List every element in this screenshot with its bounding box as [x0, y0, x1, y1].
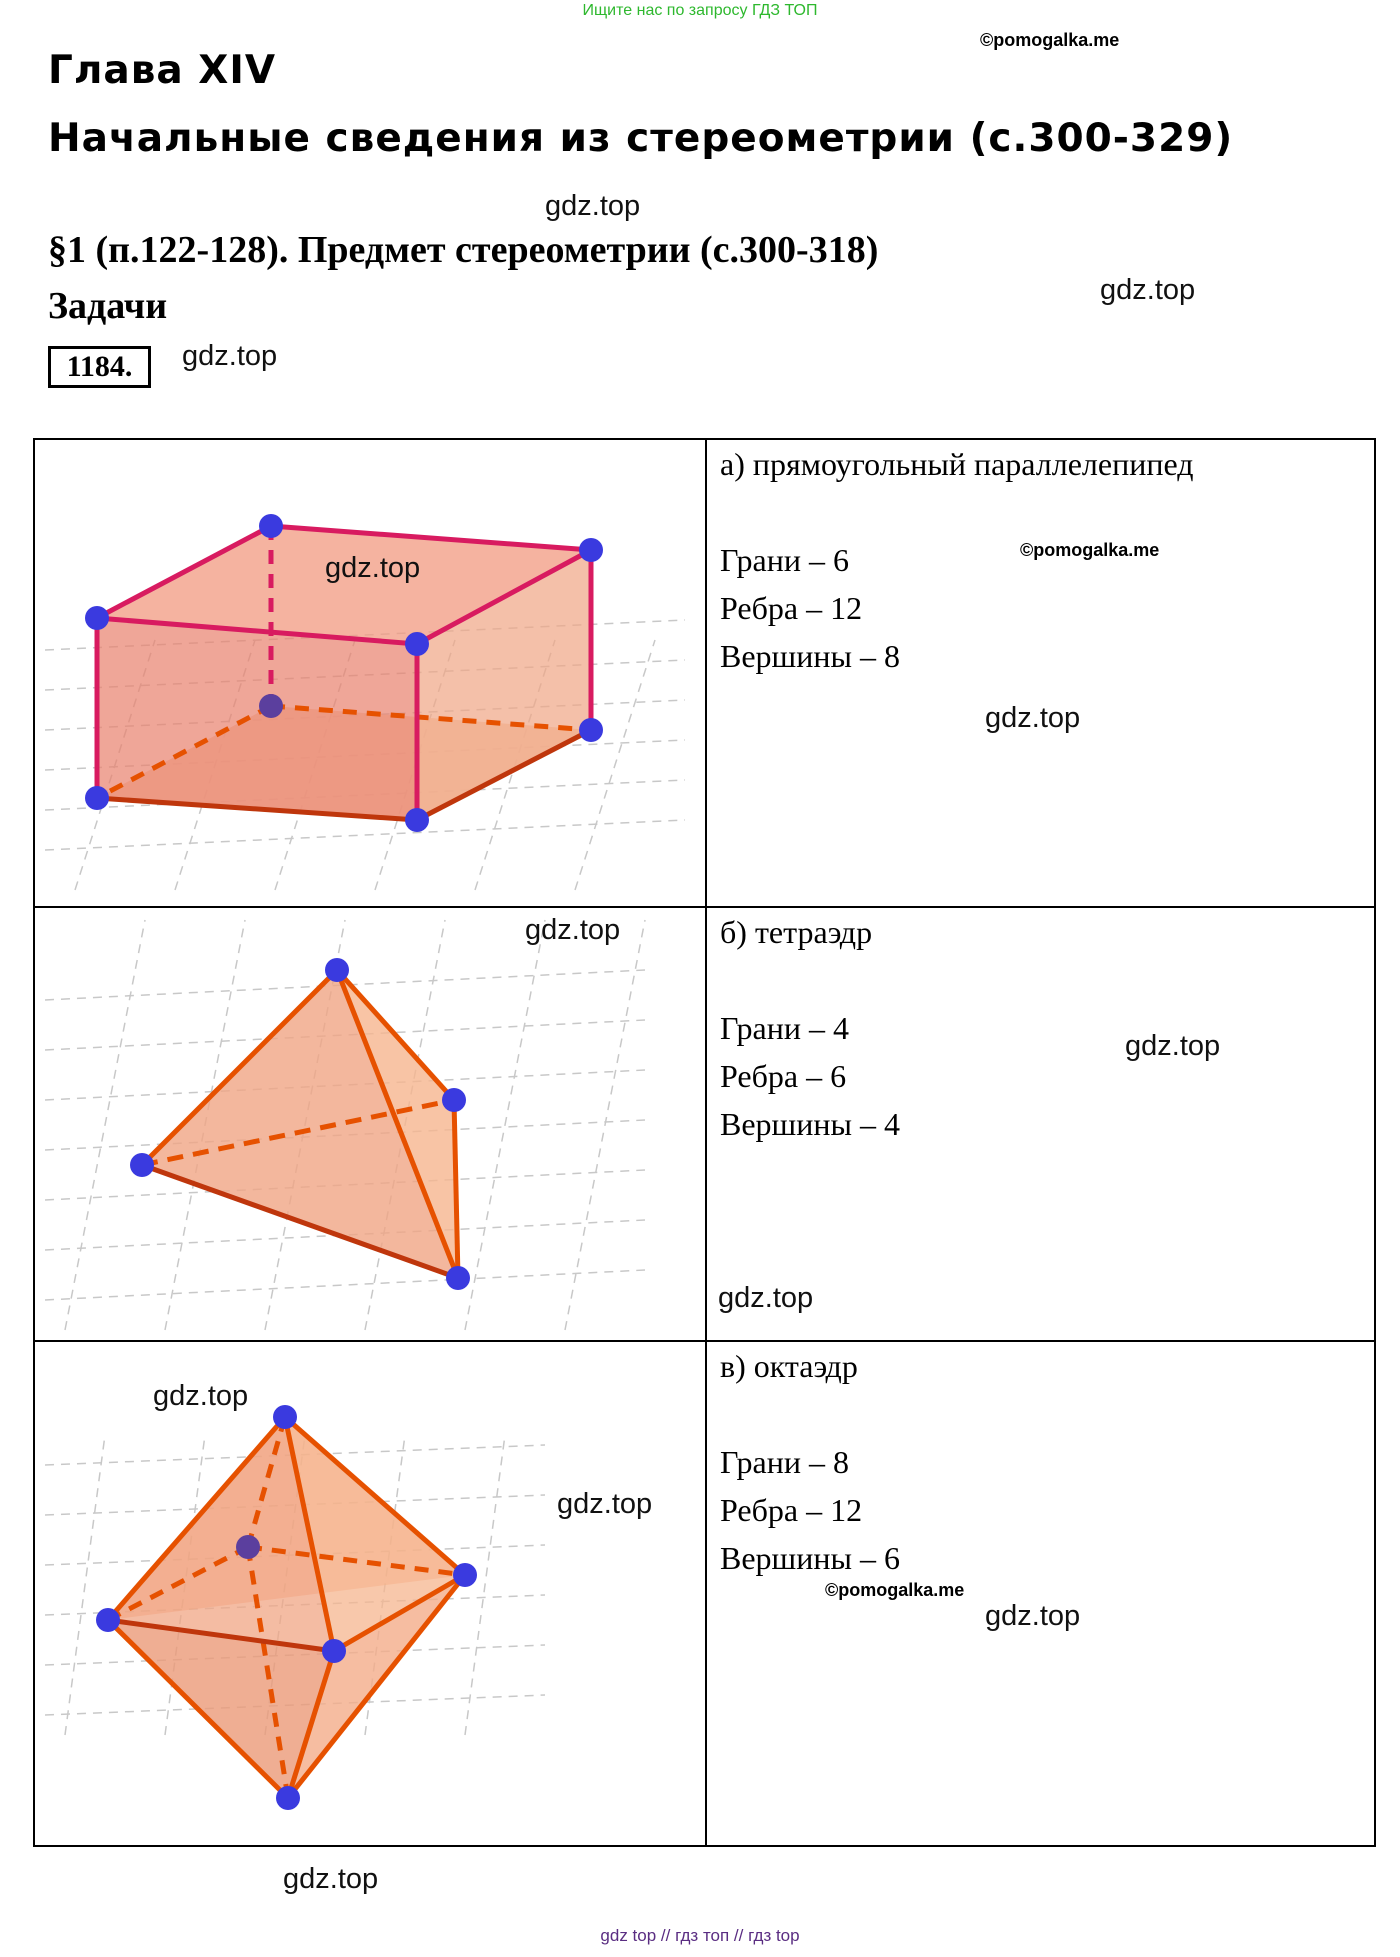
watermark: gdz.top [283, 1863, 379, 1895]
table-divider [705, 440, 707, 1845]
row-title: а) прямоугольный параллелепипед [720, 446, 1194, 482]
chapter-label: Глава XIV [48, 48, 277, 93]
watermark: gdz.top [557, 1488, 653, 1520]
chapter-title: Начальные сведения из стереометрии (с.300-329) [48, 116, 1234, 161]
row-3-description [720, 1342, 900, 1582]
copyright-cell: ©pomogalka.me [825, 1580, 965, 1600]
solids-table [33, 438, 1376, 1847]
vertices-count: Вершины – 6 [720, 1540, 900, 1576]
watermark: gdz.top [985, 702, 1081, 734]
tasks-heading: Задачи [48, 285, 168, 327]
watermark: gdz.top [325, 552, 421, 584]
row-title: в) октаэдр [720, 1348, 858, 1384]
watermark: gdz.top [985, 1600, 1081, 1632]
watermark: gdz.top [182, 340, 278, 372]
copyright-header: ©pomogalka.me [980, 30, 1120, 50]
tetrahedron-figure [45, 910, 685, 1338]
row-title: б) тетраэдр [720, 914, 873, 950]
watermark: gdz.top [1125, 1030, 1221, 1062]
edges-count: Ребра – 6 [720, 1058, 847, 1094]
footer-links[interactable]: gdz top // гдз топ // гдз top [600, 1926, 800, 1945]
watermark: gdz.top [545, 190, 641, 222]
faces-count: Грани – 6 [720, 542, 849, 578]
faces-count: Грани – 4 [720, 1010, 849, 1046]
task-number-badge: 1184. [48, 346, 151, 388]
top-banner[interactable]: Ищите нас по запросу ГДЗ ТОП [582, 2, 818, 19]
watermark: gdz.top [525, 914, 621, 946]
section-title: §1 (п.122-128). Предмет стереометрии (с.300-318) [48, 229, 879, 271]
edges-count: Ребра – 12 [720, 1492, 863, 1528]
table-divider [35, 1340, 1374, 1342]
row-2-description [720, 908, 900, 1148]
edges-count: Ребра – 12 [720, 590, 863, 626]
copyright-cell: ©pomogalka.me [1020, 540, 1160, 560]
vertices-count: Вершины – 4 [720, 1106, 900, 1142]
octahedron-figure [45, 1395, 565, 1815]
watermark: gdz.top [1100, 274, 1196, 306]
vertices-count: Вершины – 8 [720, 638, 900, 674]
table-divider [35, 906, 1374, 908]
watermark: gdz.top [153, 1380, 249, 1412]
faces-count: Грани – 8 [720, 1444, 849, 1480]
watermark: gdz.top [718, 1282, 814, 1314]
